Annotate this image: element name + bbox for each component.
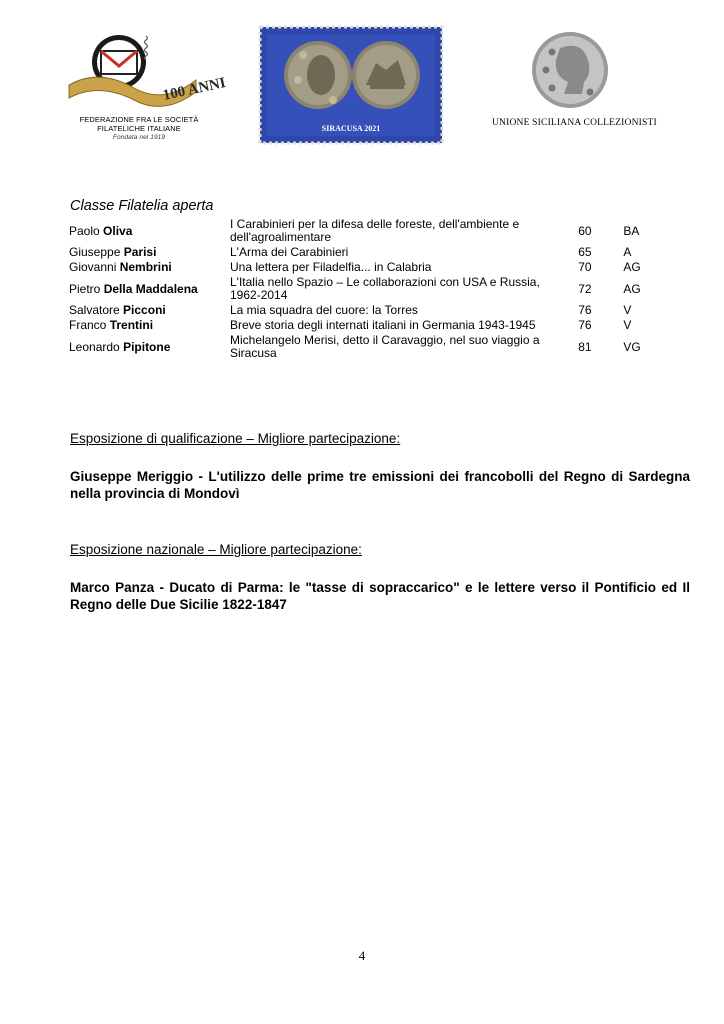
surname: Della Maddalena bbox=[103, 281, 198, 296]
table-row bbox=[66, 333, 656, 361]
points: 72 bbox=[578, 281, 592, 296]
years-label: 100 ANNI bbox=[161, 75, 228, 104]
federation-founded: Fondata nel 1919 bbox=[112, 134, 166, 141]
medal: AG bbox=[623, 281, 641, 296]
participant-name bbox=[66, 275, 227, 303]
participant-name bbox=[66, 303, 227, 318]
points: 76 bbox=[578, 318, 592, 332]
first-name: Salvatore bbox=[69, 303, 120, 317]
participant-name bbox=[66, 217, 227, 245]
medal: AG bbox=[623, 260, 641, 274]
federation-emblem bbox=[64, 30, 228, 115]
medal: VG bbox=[623, 339, 641, 354]
surname: Nembrini bbox=[119, 260, 172, 274]
first-name: Pietro bbox=[69, 281, 101, 296]
exhibit-title: L'Arma dei Carabinieri bbox=[230, 245, 349, 259]
table-row bbox=[66, 217, 656, 245]
first-name: Franco bbox=[69, 318, 107, 332]
exhibit-title: La mia squadra del cuore: la Torres bbox=[230, 303, 418, 317]
table-row bbox=[66, 260, 656, 275]
participant-name bbox=[66, 260, 227, 275]
federation-logo bbox=[64, 30, 228, 145]
participant-name bbox=[66, 318, 227, 333]
participant-name bbox=[66, 333, 227, 361]
table-row bbox=[66, 318, 656, 333]
award-national-label: Esposizione nazionale – Migliore partecipazione: bbox=[70, 542, 362, 557]
first-name: Giuseppe bbox=[69, 245, 121, 259]
stamp-caption: SIRACUSA 2021 bbox=[321, 124, 381, 133]
table-row bbox=[66, 275, 656, 303]
points: 76 bbox=[578, 303, 592, 317]
points: 60 bbox=[578, 223, 592, 238]
award-qualification-label: Esposizione di qualificazione – Migliore partecipazione: bbox=[70, 431, 401, 446]
union-name: UNIONE SICILIANA COLLEZIONISTI bbox=[492, 118, 657, 128]
medal: BA bbox=[623, 223, 640, 238]
federation-name-line2: FILATELICHE ITALIANE bbox=[97, 124, 181, 133]
surname: Picconi bbox=[123, 303, 166, 317]
federation-name-line1: FEDERAZIONE FRA LE SOCIETÀ bbox=[79, 115, 199, 124]
medal: V bbox=[623, 318, 632, 332]
award-qualification-winner: Giuseppe Meriggio - L'utilizzo delle prime tre emissioni dei francobolli del Regno di Sardegna nella provincia di Mondovì bbox=[70, 469, 690, 501]
points: 70 bbox=[578, 260, 592, 274]
siracusa-stamp-image bbox=[258, 25, 444, 145]
first-name: Leonardo bbox=[69, 339, 120, 354]
exhibit-title: I Carabinieri per la difesa delle foreste, dell'ambiente e dell'agroalimentare bbox=[230, 217, 520, 244]
points: 65 bbox=[578, 245, 592, 259]
section-title: Classe Filatelia aperta bbox=[70, 198, 214, 214]
federation-name bbox=[64, 115, 214, 142]
exhibit-title: L'Italia nello Spazio – Le collaborazioni con USA e Russia, 1962-2014 bbox=[230, 275, 540, 302]
surname: Parisi bbox=[123, 245, 157, 259]
exhibit-title: Una lettera per Filadelfia... in Calabria bbox=[230, 260, 432, 274]
exhibit-title: Michelangelo Merisi, detto il Caravaggio, nel suo viaggio a Siracusa bbox=[230, 333, 540, 360]
entries-table bbox=[66, 217, 656, 361]
surname: Pipitone bbox=[123, 339, 171, 354]
table-row bbox=[66, 245, 656, 260]
table-row bbox=[66, 303, 656, 318]
exhibit-title: Breve storia degli internati italiani in Germania 1943-1945 bbox=[230, 318, 536, 332]
surname: Trentini bbox=[109, 318, 154, 332]
page-number: 4 bbox=[358, 948, 366, 963]
first-name: Paolo bbox=[69, 223, 100, 238]
union-coin-logo bbox=[530, 30, 610, 110]
first-name: Giovanni bbox=[69, 260, 117, 274]
medal: V bbox=[623, 303, 632, 317]
award-national-winner: Marco Panza - Ducato di Parma: le "tasse di sopraccarico" e le lettere verso il Pontificio ed Il Regno delle Due Sicilie 1822-1847 bbox=[70, 580, 690, 612]
medal: A bbox=[623, 245, 632, 259]
participant-name bbox=[66, 245, 227, 260]
surname: Oliva bbox=[103, 223, 133, 238]
points: 81 bbox=[578, 339, 592, 354]
